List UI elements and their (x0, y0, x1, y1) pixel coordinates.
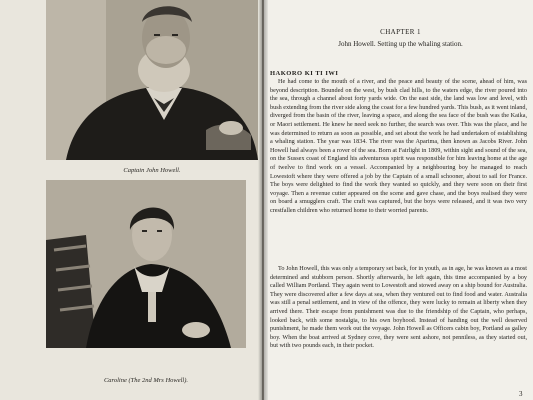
chapter-title: John Howell. Setting up the whaling station. (338, 40, 463, 48)
portrait-drawing-man (46, 0, 258, 160)
portrait-drawing-woman (46, 180, 246, 348)
caption-caroline: Caroline (The 2nd Mrs Howell). (103, 377, 189, 384)
chapter-number: CHAPTER 1 (380, 28, 421, 36)
body-paragraph-1 (270, 78, 527, 216)
portrait-photo-john-howell (46, 0, 258, 160)
section-heading: HAKORO KI TI IWI (270, 70, 339, 77)
paragraph-text: To John Howell, this was only a temporary set back, for in youth, as in age, he was known as a most determined and stubborn person. Shortly afterwards, he left again, this time accompanied by a boy called William Portland. They again went to Lowestoft and stowed away on a ship bound for Australia. They were discovered after a few days at sea, when they ventured out to find food and water. Australia was still a penal settlement, and in view of the offence, they were lucky to remain at liberty when they arrived there. Their escape from punishment was due to the friendship of the Captain, who perhaps, looked back, with some nostalgia, to his own boyhood. Instead of handing out the well deserved punishment, he made them work out the voyage. John Howell as Officers cabin boy, Portland as galley boy. When the boat arrived at Sydney cove, they were sent ashore, not penniless, as they started out, but with two pounds each, in their pocket. (270, 265, 527, 350)
caption-john-howell: Captain John Howell. (123, 167, 181, 174)
paragraph-text: He had come to the mouth of a river, and the peace and beauty of the scene, ahead of him, was beyond description. Bounded on the west, by bush clad hills, to the waters edge, the river poured into the sea, through a channel about forty yards wide. On the east side, the land was low and level, with bush extending from the river side along the coast for a few hundred yards. This bush, as it went inland, diverged from the basin of the river, leaving a space, and along the sea face of the bush was the Kaika, or Maori settlement. He knew he need seek no further, the search was over. This was the place, and he was determined to return as soon as possible, and set about the work he had undertaken of establishing a whaling station. The year was 1834. The river was the Aparima, then known as Jacobs River. John Howell had always been a rover of the sea. Born at Fairlight in 1809, within sight and sound of the sea, on the Sussex coast of England his adventurous spirit was responsible for him leaving home at the age of twelve to find work on a vessel. Accompanied by a neighbouring boy he managed to reach Lowestoft where they were offered a job by the Captain of a small schooner, about to sail for France. The boys were delighted to find the work they wanted so quickly, and they were soon on their first voyage. Then a revenue cutter appeared on the scene and gave chase, and the boys realised they were on board a smugglers craft. The craft was captured, but the boys were released, and it was two very crestfallen children who returned home to their worried parents. (270, 78, 527, 214)
portrait-photo-caroline (46, 180, 246, 348)
page-number: 3 (519, 390, 523, 398)
body-paragraph-2 (270, 265, 527, 351)
book-gutter (258, 0, 268, 400)
